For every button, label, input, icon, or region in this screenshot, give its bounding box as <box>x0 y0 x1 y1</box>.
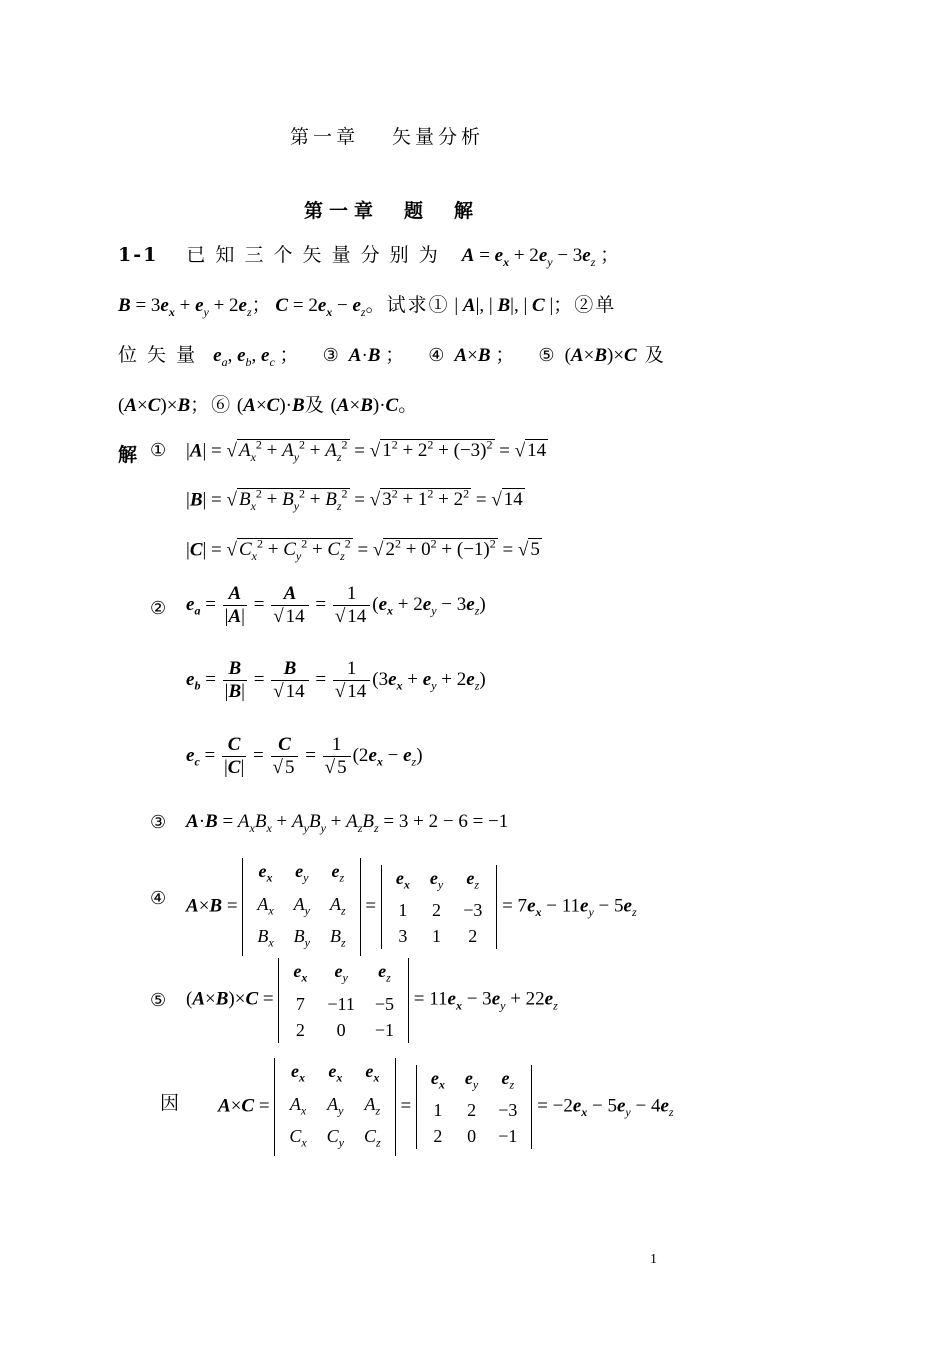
eq-magnitude-c: |C| = √ $C_x^2 + C_y^2 + C_z^2$ = √ $2^2 + 0^2 + (-1)^2$ = √ 5 <box>186 537 540 564</box>
ji-2: 及 <box>304 394 326 416</box>
vector-a-def: $A = e_x + 2e_y - 3e_z$ ； <box>461 245 620 269</box>
eq-unit-a: $e_a$ = $\frac{A}{|A|}$ = $\frac{A}{√ 14}$ = $\frac{1}{√ 14}$ $(e_x + 2e_y - 3e_z)$ <box>186 583 486 627</box>
eq-dot-ab: $A\cdot B = A_xB_x + A_yB_y + A_zB_z = 3 + 2 - 6 = -1$ <box>186 811 509 835</box>
problem-line-2: $B = 3e_x + e_y + 2e_z$； $C = 2e_x - e_z$。试求① | A|, | B|, | C |；②单 <box>118 294 617 319</box>
problem-number: 1-1 <box>118 244 159 266</box>
eq-cross-ab: A×B = $e_x$ $e_y$ $e_z$ $A_x$ $A_y$ $A_z$ $B_x$ $B_y$ $B_z$ = $e_x$ $e_y$ $e_z$ 1 2 −3 3 1 2 = $7e_x - 11e_y - 5e_z$ <box>186 858 637 956</box>
marker-3: ③ <box>150 812 167 833</box>
eq-triple-abc: (A×B)×C = $e_x$ $e_y$ $e_z$ 7 −11 −5 2 0 −1 = $11e_x - 3e_y + 22e_z$ <box>186 958 558 1043</box>
ji-1: 及 <box>644 344 666 366</box>
section-title: 第一章 题 解 <box>304 200 480 222</box>
chapter-title: 第一章 矢量分析 <box>290 126 485 148</box>
yin-label: 因 <box>160 1092 182 1114</box>
problem-text-2: 。试求① <box>365 294 450 316</box>
marker-1: ① <box>150 440 167 461</box>
problem-text-1: 已 知 三 个 矢 量 分 别 为 <box>186 244 440 266</box>
marker-4: ④ <box>150 888 167 909</box>
page-number: 1 <box>650 1252 657 1267</box>
eq-unit-b: $e_b$ = $\frac{B}{|B|}$ = $\frac{B}{√ 14}$ = $\frac{1}{√ 14}$ $(3e_x + e_y + 2e_z)$ <box>186 658 486 702</box>
problem-line-4: (A×C)×B；⑥ (A×C)·B及 (A×B)·C。 <box>118 394 420 416</box>
marker-2: ② <box>150 598 167 619</box>
marker-5: ⑤ <box>150 990 167 1011</box>
problem-text-5: ；⑥ <box>190 394 233 416</box>
problem-text-3: ；②单 <box>553 294 617 316</box>
vector-bc-def: $B = 3e_x + e_y + 2e_z$； $C = 2e_x - e_z$ <box>118 295 366 319</box>
problem-line-1 <box>118 240 619 270</box>
solution-label: 解 <box>118 444 138 466</box>
eq-unit-c: $e_c$ = $\frac{C}{|C|}$ = $\frac{C}{√ 5}$ = $\frac{1}{√ 5}$ $(2e_x - e_z)$ <box>186 734 423 778</box>
eq-magnitude-a: |A| = √ $A_x^2 + A_y^2 + A_z^2$ = √ $1^2 + 2^2 + (-3)^2$ = √ 14 <box>186 438 547 465</box>
problem-line-3: 位 矢 量 $e_a$, $e_b$, $e_c$ ； ③ A·B ； ④ A×B ； ⑤ (A×B)×C 及 <box>118 344 666 369</box>
eq-magnitude-b: |B| = √ $B_x^2 + B_y^2 + B_z^2$ = √ $3^2 + 1^2 + 2^2$ = √ 14 <box>186 487 523 514</box>
problem-text-4: 位 矢 量 <box>118 344 198 366</box>
eq-cross-ac: A×C = $e_x$ $e_x$ $e_x$ $A_x$ $A_y$ $A_z$ $C_x$ $C_y$ $C_z$ = $e_x$ $e_y$ $e_z$ 1 2 −3 2 0 −1 = $-2e_x - 5e_y - 4e_z$ <box>218 1058 674 1156</box>
